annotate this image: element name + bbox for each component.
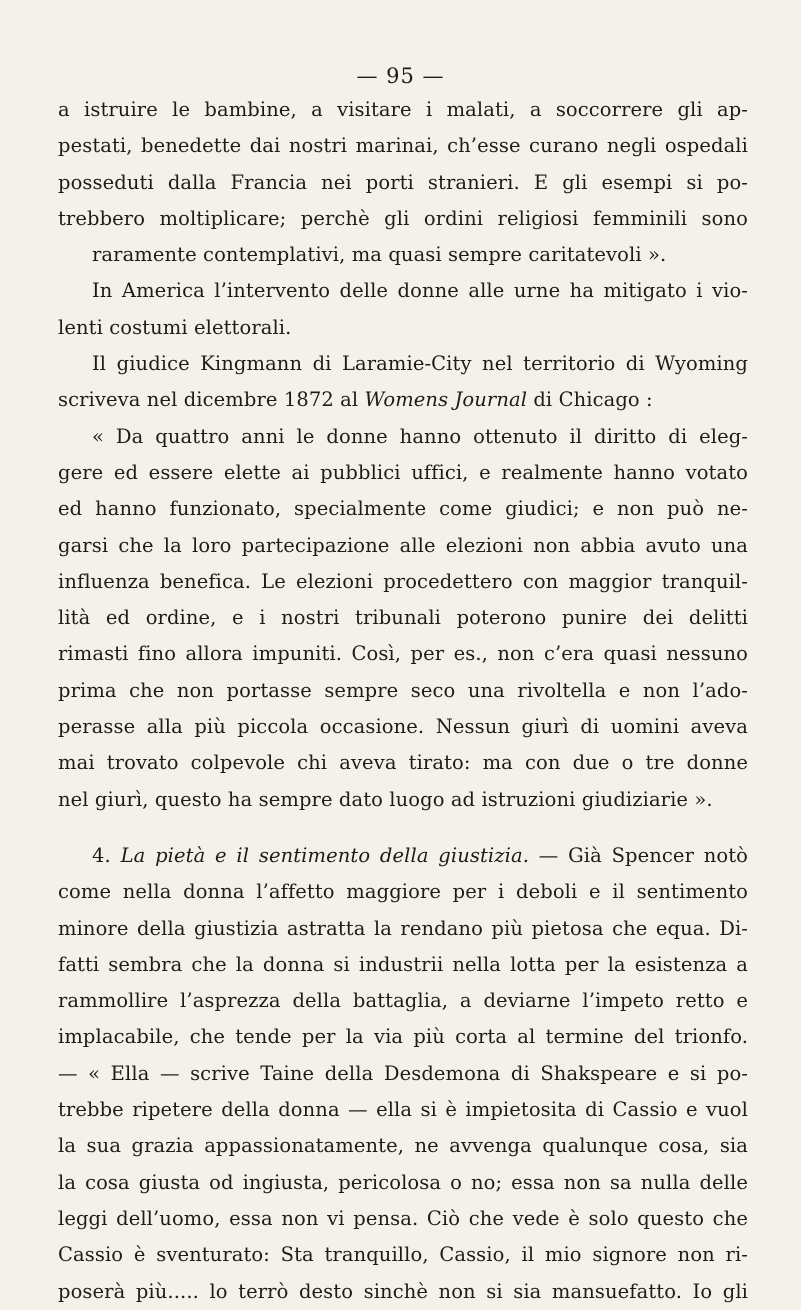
text-line: influenza benefica. Le elezioni procedettero con maggior tranquil- [58,569,748,593]
text-span: scriveva nel dicembre 1872 al [58,388,365,412]
body-text [58,92,748,1310]
text-line: raramente contemplativi, ma quasi sempre caritatevoli ». [92,243,667,267]
text-line: Cassio è sventurato: Sta tranquillo, Cassio, il mio signore non ri- [58,1243,748,1267]
text-line: lenti costumi elettorali. [58,315,292,339]
journal-title: Womens Journal [364,388,528,412]
text-line: rimasti fino allora impuniti. Così, per es., non c’era quasi nessuno [58,642,748,666]
text-line: trebbe ripetere della donna — ella si è impietosita di Cassio e vuol [58,1098,748,1122]
text-line: In America l’intervento delle donne alle urne ha mitigato i vio- [92,279,748,303]
text-line: a istruire le bambine, a visitare i malati, a soccorrere gli ap- [58,98,748,121]
section-title: La pietà e il sentimento della giustizia. [120,843,529,867]
text-span: di Chicago : [527,388,653,412]
section-gap [58,818,748,838]
text-line: leggi dell’uomo, essa non vi pensa. Ciò che vede è solo questo che [58,1206,748,1230]
text-line: la sua grazia appassionatamente, ne avvenga qualunque cosa, sia [58,1134,748,1158]
text-line: « Da quattro anni le donne hanno ottenuto il diritto di eleg- [92,424,748,448]
text-line: fatti sembra che la donna si industrii nella lotta per la esistenza a [58,952,748,976]
section-number: 4. [92,843,121,867]
text-line: ed hanno funzionato, specialmente come giudici; e non può ne- [58,497,748,521]
text-line: nel giurì, questo ha sempre dato luogo ad istruzioni giudiziarie ». [58,787,713,811]
text-line: la cosa giusta od ingiusta, pericolosa o no; essa non sa nulla delle [58,1170,748,1194]
text-line: trebbero moltiplicare; perchè gli ordini religiosi femminili sono [58,206,748,230]
text-line: posseduti dalla Francia nei porti stranieri. E gli esempi si po- [58,170,748,194]
text-line: gere ed essere elette ai pubblici uffici, e realmente hanno votato [58,460,748,484]
text-line: pestati, benedette dai nostri marinai, ch’esse curano negli ospedali [58,134,748,158]
text-line: Il giudice Kingmann di Laramie-City nel territorio di Wyoming [92,352,748,376]
text-line: mai trovato colpevole chi aveva tirato: ma con due o tre donne [58,751,748,775]
text-line: rammollire l’asprezza della battaglia, a deviarne l’impeto retto e [58,989,748,1013]
text-line: lità ed ordine, e i nostri tribunali poterono punire dei delitti [58,606,748,630]
text-line: — « Ella — scrive Taine della Desdemona di Shakspeare e si po- [58,1061,748,1085]
text-line: poserà più..... lo terrò desto sinchè non si sia mansuefatto. Io gli [58,1279,748,1303]
section-heading-line [58,838,748,874]
text-span: — Già Spencer notò [529,843,749,867]
text-line: come nella donna l’affetto maggiore per i deboli e il sentimento [58,880,748,904]
text-line [58,382,748,418]
page-number: — 95 — [356,64,445,88]
text-line: implacabile, che tende per la via più corta al termine del trionfo. [58,1025,748,1049]
text-line: prima che non portasse sempre seco una rivoltella e non l’ado- [58,678,748,702]
text-line: garsi che la loro partecipazione alle elezioni non abbia avuto una [58,533,748,557]
text-line: minore della giustizia astratta la rendano più pietosa che equa. Di- [58,916,748,940]
text-line: perasse alla più piccola occasione. Nessun giurì di uomini aveva [58,715,748,739]
